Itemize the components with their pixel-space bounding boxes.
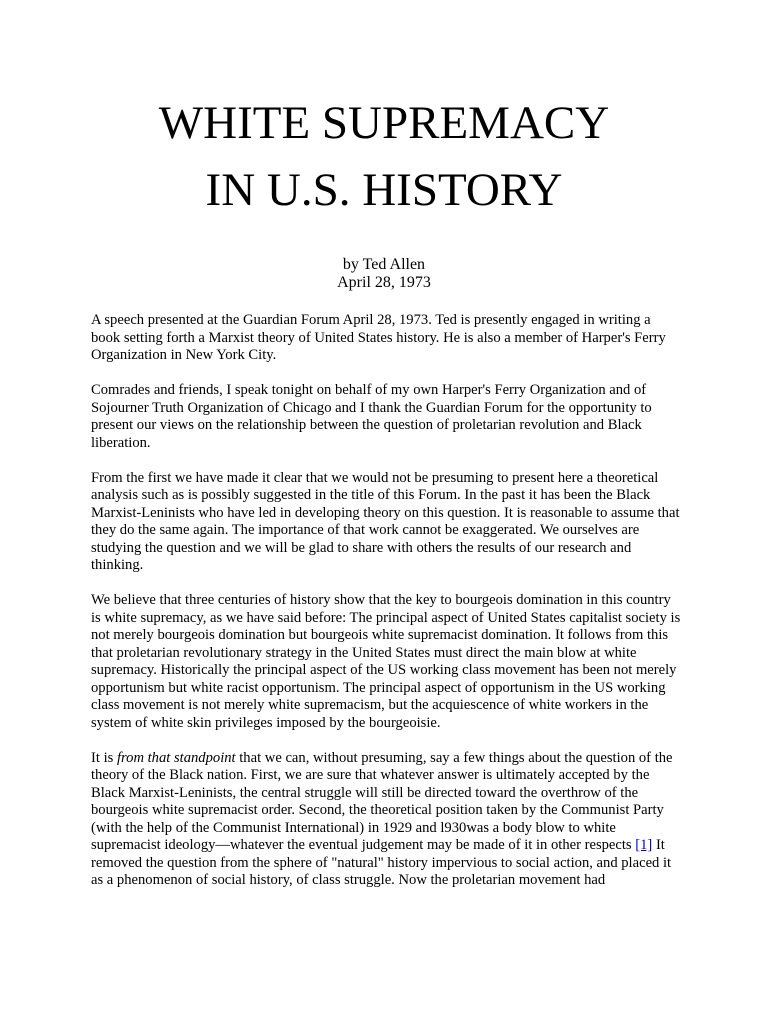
paragraph-comrades: Comrades and friends, I speak tonight on behalf of my own Harper's Ferry Organization and of Sojourner Truth Organization of Chicago and I thank the Guardian Forum for the opportunity to present our views on the relationship between the question of proletarian revolution and Black liberation. bbox=[91, 382, 652, 451]
paragraph-standpoint bbox=[91, 750, 681, 890]
paragraph-standpoint-end: It removed the question from the sphere of "natural" history impervious to social action, and placed it as a phenomenon of social history, of class struggle. Now the proletarian movement had bbox=[91, 837, 672, 888]
paragraph-from-the-first: From the first we have made it clear that we would not be presuming to present here a theoretical analysis such as is possibly suggested in the title of this Forum. In the past it has been the Black Marxist-Leninists who have led in developing theory on this question. It is reasonable to assume that they do the same again. The importance of that work cannot be exaggerated. We ourselves are studying the question and we will be glad to share with others the results of our research and thinking. bbox=[91, 469, 680, 573]
paragraph-three-centuries: We believe that three centuries of history show that the key to bourgeois domination in this country is white supremacy, as we have said before: The principal aspect of United States capitalist society is not merely bourgeois domination but bourgeois white supremacist domination. It follows from this that proletarian revolutionary strategy in the United States must direct the main blow at white supremacy. Historically the principal aspect of the US working class movement has been not merely opportunism but white racist opportunism. The principal aspect of opportunism in the US working class movement is not merely white supremacism, but the acquiescence of white workers in the system of white skin privileges imposed by the bourgeoisie. bbox=[91, 592, 681, 731]
author-byline: by Ted Allen bbox=[342, 256, 426, 273]
footnote-link-1[interactable]: [1] bbox=[635, 837, 653, 853]
paragraph-standpoint-start: It is bbox=[91, 749, 117, 766]
title-line-2: IN U.S. HISTORY bbox=[205, 164, 563, 216]
italic-phrase: from that standpoint bbox=[116, 749, 236, 766]
title-line-1: WHITE SUPREMACY bbox=[158, 97, 610, 149]
paragraph-intro: A speech presented at the Guardian Forum April 28, 1973. Ted is presently engaged in writing a book setting forth a Marxist theory of United States history. He is also a member of Harper's Ferry Organization in New York City. bbox=[91, 312, 666, 363]
document-body bbox=[91, 312, 681, 907]
speech-date: April 28, 1973 bbox=[337, 274, 431, 291]
paragraph-standpoint-middle: that we can, without presuming, say a few things about the question of the theory of the Black nation. First, we are sure that whatever answer is ultimately accepted by the Black Marxist-Leninists, the central struggle will still be directed toward the overthrow of the bourgeois white supremacist order. Second, the theoretical position taken by the Communist Party (with the help of the Communist International) in 1929 and l930was a body blow to white supremacist ideology—whatever the eventual judgement may be made of it in other respects bbox=[91, 749, 673, 853]
